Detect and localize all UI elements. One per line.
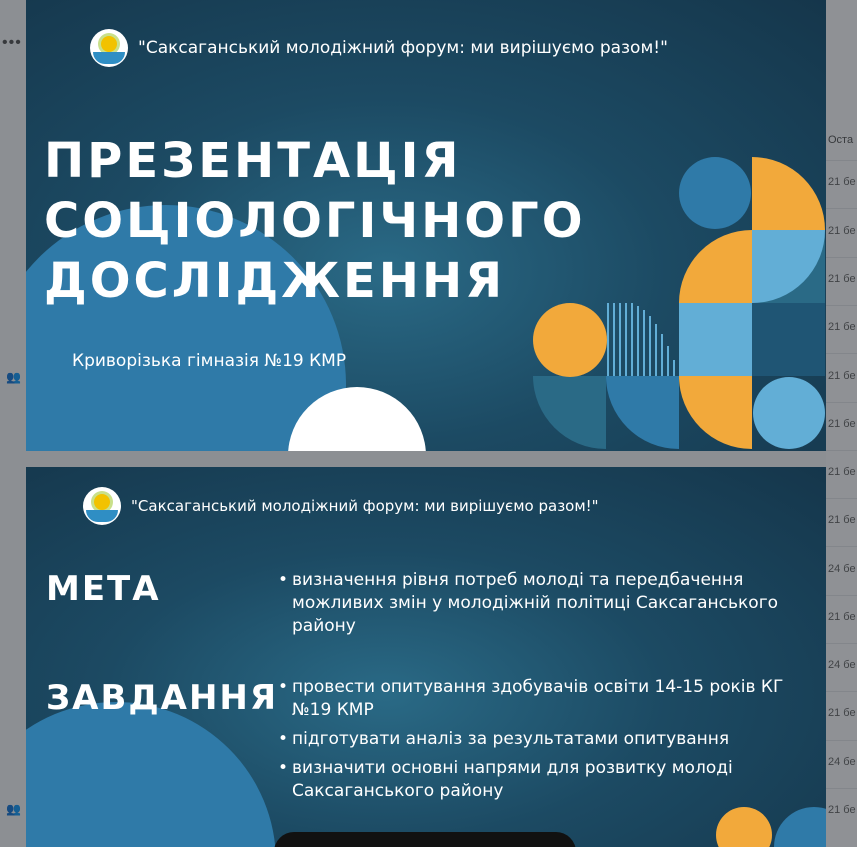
school-name: Криворізька гімназія №19 КМР: [72, 351, 347, 371]
tasks-list: [278, 676, 808, 809]
goal-list: [278, 569, 808, 644]
more-options-icon[interactable]: •••: [2, 34, 22, 51]
tasks-label: ЗАВДАННЯ: [46, 678, 279, 718]
dark-button-shape: [274, 832, 576, 847]
table-cell: 24 бе: [828, 659, 856, 671]
list-item: • підготувати аналіз за результатами опитування: [278, 728, 808, 751]
list-item: • провести опитування здобувачів освіти 14-15 років КГ №19 КМР: [278, 676, 808, 722]
forum-logo-icon: [83, 487, 121, 525]
table-cell: 21 бе: [828, 370, 856, 382]
slide-title[interactable]: [26, 0, 826, 451]
header-text: "Саксаганський молодіжний форум: ми вирішуємо разом!": [131, 497, 599, 515]
slide-goals[interactable]: [26, 467, 826, 847]
blue-circle-shape: [774, 807, 826, 847]
title-line: ПРЕЗЕНТАЦІЯ: [44, 133, 462, 189]
table-cell: 21 бе: [828, 225, 856, 237]
list-item: • визначення рівня потреб молоді та передбачення можливих змін у молодіжній політиці Саксаганського району: [278, 569, 808, 638]
title-line: ДОСЛІДЖЕННЯ: [44, 253, 506, 309]
list-item: • визначити основні напрями для розвитку молоді Саксаганського району: [278, 757, 808, 803]
table-cell: 21 бе: [828, 418, 856, 430]
orange-circle-shape: [716, 807, 772, 847]
people-icon: 👥: [6, 802, 21, 816]
table-cell: 21 бе: [828, 176, 856, 188]
column-header: Оста: [828, 134, 854, 146]
table-cell: 24 бе: [828, 756, 856, 768]
table-cell: 21 бе: [828, 466, 856, 478]
title-line: СОЦІОЛОГІЧНОГО: [44, 193, 586, 249]
forum-header: [83, 487, 599, 525]
table-cell: 21 бе: [828, 514, 856, 526]
forum-logo-icon: [90, 29, 128, 67]
forum-header: [90, 29, 668, 67]
slide-title-text: [44, 131, 586, 311]
table-cell: 21 бе: [828, 273, 856, 285]
table-cell: 21 бе: [828, 707, 856, 719]
geometric-pattern-icon: [526, 150, 826, 451]
people-icon: 👥: [6, 370, 21, 384]
table-cell: 21 бе: [828, 611, 856, 623]
decorative-circle: [26, 702, 276, 847]
goal-label: МЕТА: [46, 569, 161, 609]
table-cell: 21 бе: [828, 804, 856, 816]
header-text: "Саксаганський молодіжний форум: ми вирішуємо разом!": [138, 38, 668, 58]
table-cell: 21 бе: [828, 321, 856, 333]
table-cell: 24 бе: [828, 563, 856, 575]
